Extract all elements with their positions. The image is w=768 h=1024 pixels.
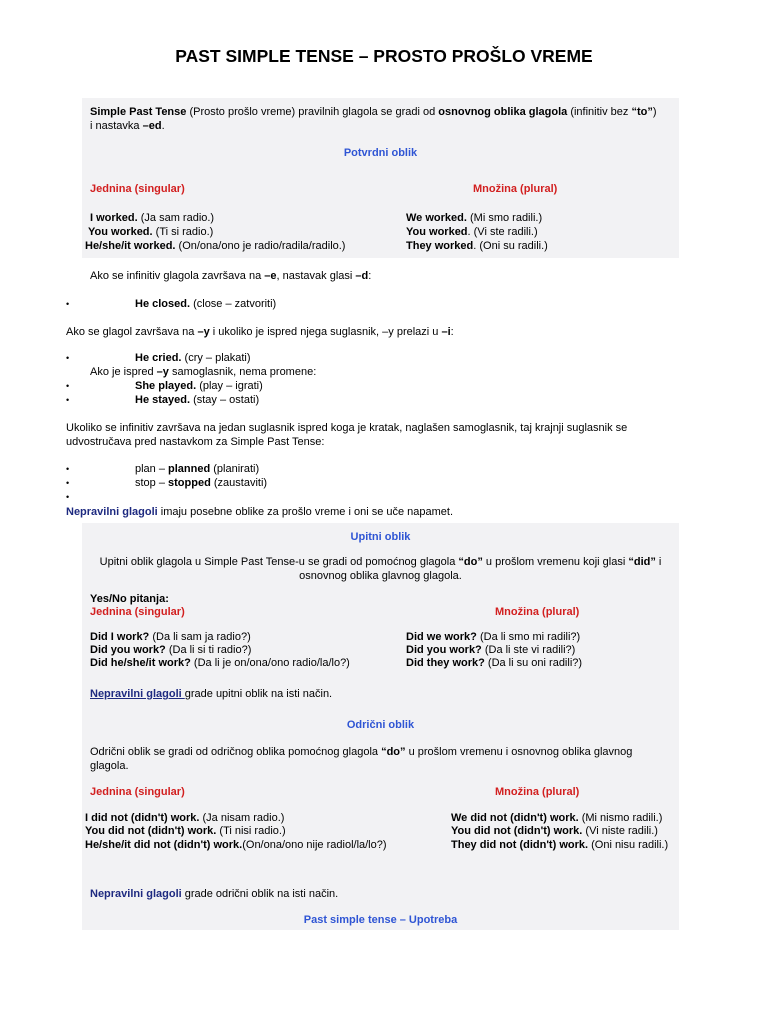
negative-singular-label: Jednina (singular)	[90, 786, 185, 798]
example-stayed: He stayed. (stay – ostati)	[135, 394, 260, 406]
interrogative-desc-2: osnovnog oblika glavnog glagola.	[299, 570, 462, 582]
bullet-icon: •	[66, 492, 70, 502]
intro-line-1: Simple Past Tense (Prosto prošlo vreme) pravilnih glagola se gradi od osnovnog oblika glagola (infinitiv bez “to”)	[90, 106, 657, 118]
affirmative-singular-2: You worked. (Ti si radio.)	[88, 226, 214, 238]
example-cried: He cried. (cry – plakati)	[135, 352, 251, 364]
page-title: PAST SIMPLE TENSE – PROSTO PROŠLO VREME	[175, 46, 593, 66]
rule-ending-y: Ako se glagol završava na –y i ukoliko je ispred njega suglasnik, –y prelazi u –i:	[66, 326, 454, 338]
example-planned: plan – planned (planirati)	[135, 463, 260, 475]
affirmative-plural-3: They worked. (Oni su radili.)	[406, 240, 548, 252]
bullet-icon: •	[66, 478, 70, 488]
interrogative-irregular-note: Nepravilni glagoli grade upitni oblik na isti način.	[90, 688, 333, 700]
interrogative-singular-1: Did I work? (Da li sam ja radio?)	[90, 631, 251, 643]
negative-desc-1: Odrični oblik se gradi od odričnog oblika pomoćnog glagola “do” u prošlom vremenu i osnovnog oblika glavnog	[90, 746, 633, 758]
yes-no-label: Yes/No pitanja:	[90, 593, 169, 605]
interrogative-plural-2: Did you work? (Da li ste vi radili?)	[406, 644, 576, 656]
rule-vowel-y: Ako je ispred –y samoglasnik, nema promene:	[90, 366, 317, 378]
interrogative-singular-2: Did you work? (Da li si ti radio?)	[90, 644, 252, 656]
rule-double-line-2: udvostručava pred nastavkom za Simple Past Tense:	[66, 436, 325, 448]
negative-plural-3: They did not (didn't) work. (Oni nisu radili.)	[451, 839, 669, 851]
example-played: She played. (play – igrati)	[135, 380, 263, 392]
bullet-icon: •	[66, 464, 70, 474]
bullet-icon: •	[66, 381, 70, 391]
irregular-verbs-link[interactable]: Nepravilni glagoli	[90, 688, 185, 700]
negative-singular-3: He/she/it did not (didn't) work.(On/ona/ono nije radiol/la/lo?)	[85, 839, 387, 851]
example-closed: He closed. (close – zatvoriti)	[135, 298, 277, 310]
negative-desc-2: glagola.	[90, 760, 129, 772]
interrogative-plural-label: Množina (plural)	[495, 606, 580, 618]
negative-plural-2: You did not (didn't) work. (Vi niste radili.)	[451, 825, 658, 837]
bullet-icon: •	[66, 395, 70, 405]
interrogative-singular-label: Jednina (singular)	[90, 606, 185, 618]
interrogative-plural-3: Did they work? (Da li su oni radili?)	[406, 657, 583, 669]
rule-ending-e: Ako se infinitiv glagola završava na –e, nastavak glasi –d:	[90, 270, 372, 282]
bullet-icon: •	[66, 353, 70, 363]
negative-plural-label: Množina (plural)	[495, 786, 580, 798]
negative-plural-1: We did not (didn't) work. (Mi nismo radili.)	[451, 812, 663, 824]
intro-line-2: i nastavka –ed.	[90, 120, 165, 132]
interrogative-singular-3: Did he/she/it work? (Da li je on/ona/ono radio/la/lo?)	[90, 657, 350, 669]
example-stopped: stop – stopped (zaustaviti)	[135, 477, 268, 489]
affirmative-plural-1: We worked. (Mi smo radili.)	[406, 212, 543, 224]
affirmative-plural-2: You worked. (Vi ste radili.)	[406, 226, 538, 238]
rule-double-line-1: Ukoliko se infinitiv završava na jedan suglasnik ispred koga je kratak, naglašen samoglasnik, taj krajnji suglasnik se	[66, 422, 628, 434]
interrogative-desc-1: Upitni oblik glagola u Simple Past Tense-u se gradi od pomoćnog glagola “do” u prošlom vremenu koji glasi “did” i	[99, 556, 662, 568]
heading-affirmative: Potvrdni oblik	[343, 147, 418, 159]
affirmative-singular-3: He/she/it worked. (On/ona/ono je radio/radila/radilo.)	[85, 240, 346, 252]
affirmative-singular-label: Jednina (singular)	[90, 183, 185, 195]
negative-singular-2: You did not (didn't) work. (Ti nisi radio.)	[85, 825, 286, 837]
heading-interrogative: Upitni oblik	[350, 531, 411, 543]
heading-usage: Past simple tense – Upotreba	[303, 914, 458, 926]
heading-negative: Odrični oblik	[346, 719, 415, 731]
affirmative-singular-1: I worked. (Ja sam radio.)	[90, 212, 215, 224]
affirmative-plural-label: Množina (plural)	[473, 183, 558, 195]
interrogative-plural-1: Did we work? (Da li smo mi radili?)	[406, 631, 581, 643]
negative-irregular-note: Nepravilni glagoli grade odrični oblik na isti način.	[90, 888, 339, 900]
bullet-icon: •	[66, 299, 70, 309]
irregular-note: Nepravilni glagoli imaju posebne oblike za prošlo vreme i oni se uče napamet.	[66, 506, 454, 518]
negative-singular-1: I did not (didn't) work. (Ja nisam radio.)	[85, 812, 285, 824]
